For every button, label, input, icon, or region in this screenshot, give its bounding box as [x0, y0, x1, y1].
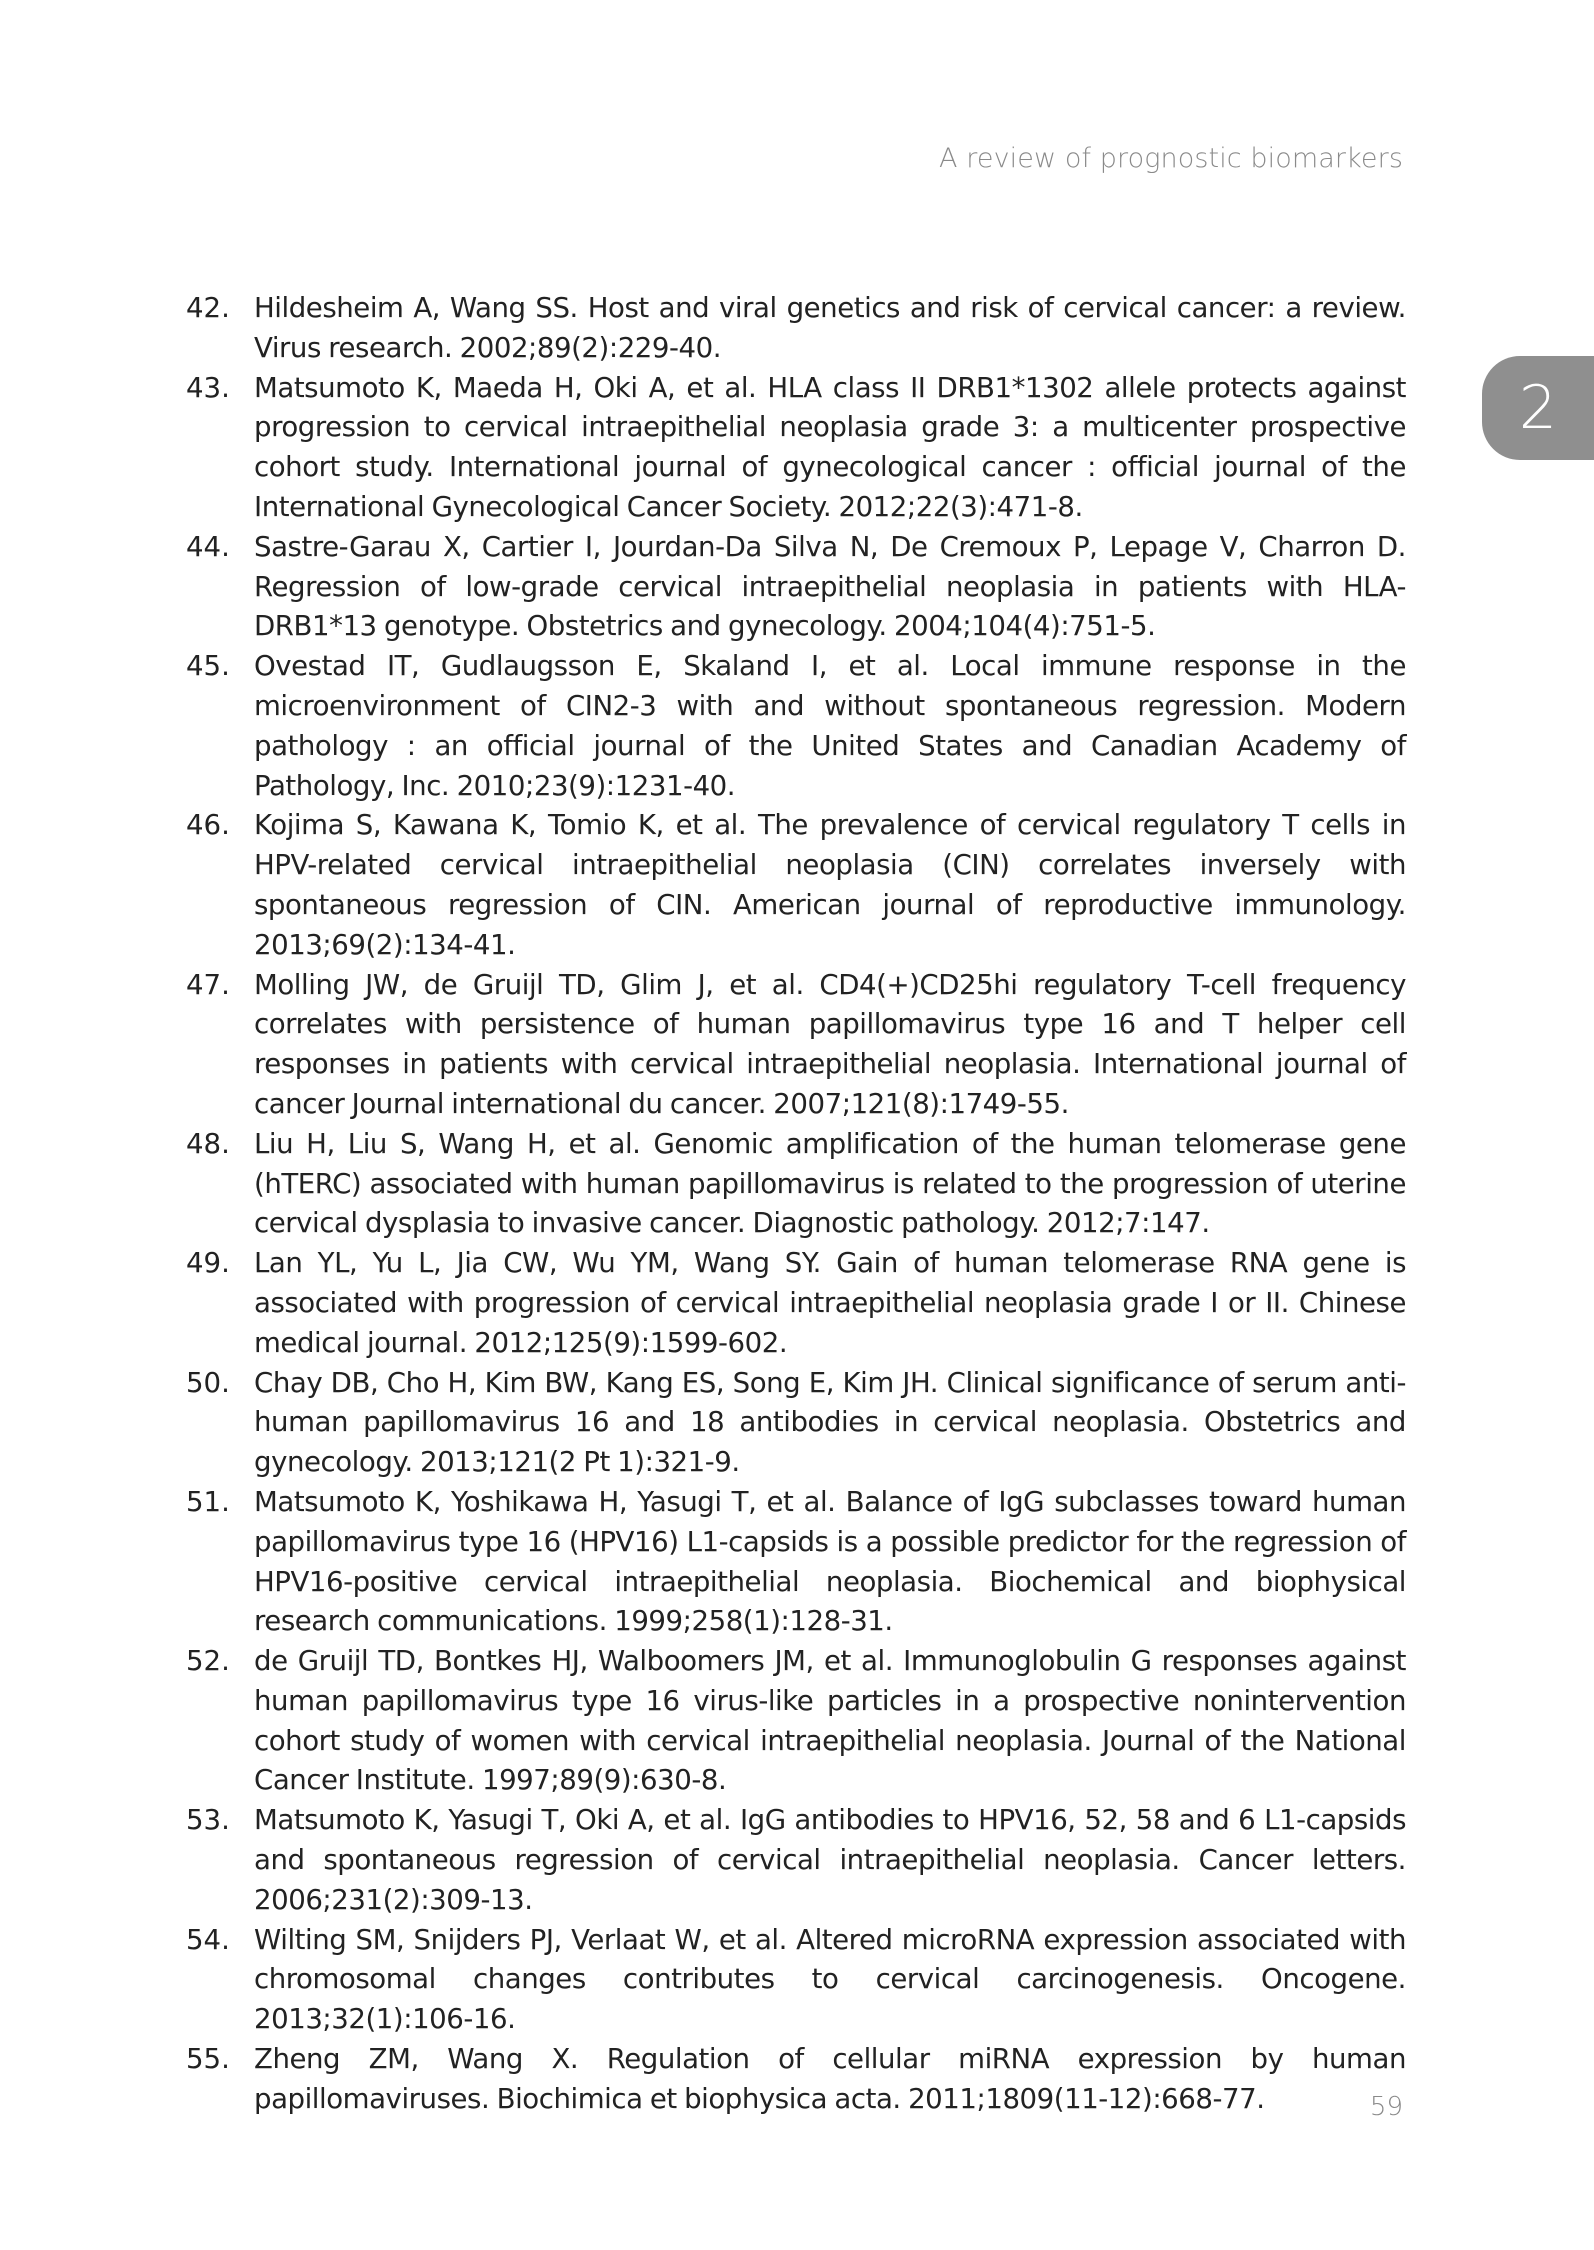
- reference-number: 54.: [186, 1922, 230, 1956]
- reference-item: [186, 1482, 1406, 1641]
- reference-number: 44.: [186, 529, 230, 563]
- reference-text: Zheng ZM, Wang X. Regulation of cellular miRNA expression by human papillomaviruses. Biochimica et biophysica acta. 2011;1809(11-12):668-77.: [254, 2042, 1406, 2115]
- page-number: 59: [1369, 2092, 1403, 2122]
- reference-text: Matsumoto K, Yoshikawa H, Yasugi T, et al. Balance of IgG subclasses toward human papillomavirus type 16 (HPV16) L1-capsids is a possible predictor for the regression of HPV16-positive cervical intraepithelial neoplasia. Biochemical and biophysical research communications. 1999;258(1):128-31.: [254, 1484, 1406, 1638]
- chapter-tab: [1482, 356, 1594, 460]
- reference-number: 43.: [186, 370, 230, 404]
- running-header: A review of prognostic biomarkers: [939, 143, 1403, 174]
- reference-number: 50.: [186, 1365, 230, 1399]
- reference-text: Hildesheim A, Wang SS. Host and viral genetics and risk of cervical cancer: a review. Virus research. 2002;89(2):229-40.: [254, 291, 1406, 364]
- reference-item: [186, 805, 1406, 964]
- reference-item: [186, 1243, 1406, 1362]
- reference-text: Wilting SM, Snijders PJ, Verlaat W, et al. Altered microRNA expression associated with chromosomal changes contributes to cervical carcinogenesis. Oncogene. 2013;32(1):106-16.: [254, 1922, 1406, 2036]
- reference-text: Sastre-Garau X, Cartier I, Jourdan-Da Silva N, De Cremoux P, Lepage V, Charron D. Regression of low-grade cervical intraepithelial neoplasia in patients with HLA-DRB1*13 genotype. Obstetrics and gynecology. 2004;104(4):751-5.: [254, 529, 1406, 643]
- reference-item: [186, 527, 1406, 646]
- reference-text: Matsumoto K, Yasugi T, Oki A, et al. IgG antibodies to HPV16, 52, 58 and 6 L1-capsids and spontaneous regression of cervical intraepithelial neoplasia. Cancer letters. 2006;231(2):309-13.: [254, 1803, 1406, 1916]
- reference-number: 52.: [186, 1644, 230, 1678]
- reference-number: 46.: [186, 808, 230, 842]
- reference-item: [186, 965, 1406, 1124]
- reference-item: [186, 2039, 1406, 2119]
- reference-number: 42.: [186, 291, 230, 324]
- reference-item: [186, 368, 1406, 527]
- reference-item: [186, 1124, 1406, 1243]
- reference-item: [186, 1920, 1406, 2039]
- reference-text: Ovestad IT, Gudlaugsson E, Skaland I, et al. Local immune response in the microenvironment of CIN2-3 with and without spontaneous regression. Modern pathology : an official journal of the United States and Canadian Academy of Pathology, Inc. 2010;23(9):1231-40.: [254, 649, 1406, 802]
- reference-number: 55.: [186, 2042, 230, 2076]
- reference-item: [186, 1800, 1406, 1919]
- reference-list: [186, 288, 1406, 2119]
- reference-number: 47.: [186, 967, 230, 1001]
- reference-number: 49.: [186, 1246, 230, 1280]
- reference-item: [186, 646, 1406, 805]
- reference-text: Liu H, Liu S, Wang H, et al. Genomic amplification of the human telomerase gene (hTERC) associated with human papillomavirus is related to the progression of uterine cervical dysplasia to invasive cancer. Diagnostic pathology. 2012;7:147.: [254, 1126, 1406, 1240]
- reference-number: 48.: [186, 1126, 230, 1160]
- reference-text: Chay DB, Cho H, Kim BW, Kang ES, Song E, Kim JH. Clinical significance of serum anti-human papillomavirus 16 and 18 antibodies in cervical neoplasia. Obstetrics and gynecology. 2013;121(2 Pt 1):321-9.: [254, 1365, 1406, 1479]
- chapter-number: 2: [1518, 373, 1558, 443]
- reference-text: Kojima S, Kawana K, Tomio K, et al. The prevalence of cervical regulatory T cells in HPV-related cervical intraepithelial neoplasia (CIN) correlates inversely with spontaneous regression of CIN. American journal of reproductive immunology. 2013;69(2):134-41.: [254, 808, 1406, 961]
- reference-number: 51.: [186, 1484, 230, 1518]
- reference-text: de Gruijl TD, Bontkes HJ, Walboomers JM, et al. Immunoglobulin G responses against human papillomavirus type 16 virus-like particles in a prospective nonintervention cohort study of women with cervical intraepithelial neoplasia. Journal of the National Cancer Institute. 1997;89(9):630-8.: [254, 1644, 1406, 1797]
- reference-text: Lan YL, Yu L, Jia CW, Wu YM, Wang SY. Gain of human telomerase RNA gene is associated with progression of cervical intraepithelial neoplasia grade I or II. Chinese medical journal. 2012;125(9):1599-602.: [254, 1246, 1406, 1359]
- reference-item: [186, 288, 1406, 368]
- reference-item: [186, 1641, 1406, 1800]
- reference-number: 45.: [186, 649, 230, 683]
- reference-text: Matsumoto K, Maeda H, Oki A, et al. HLA class II DRB1*1302 allele protects against progression to cervical intraepithelial neoplasia grade 3: a multicenter prospective cohort study. International journal of gynecological cancer : official journal of the International Gynecological Cancer Society. 2012;22(3):471-8.: [254, 370, 1406, 523]
- reference-item: [186, 1363, 1406, 1482]
- reference-number: 53.: [186, 1803, 230, 1837]
- reference-text: Molling JW, de Gruijl TD, Glim J, et al. CD4(+)CD25hi regulatory T-cell frequency correlates with persistence of human papillomavirus type 16 and T helper cell responses in patients with cervical intraepithelial neoplasia. International journal of cancer Journal international du cancer. 2007;121(8):1749-55.: [254, 967, 1406, 1120]
